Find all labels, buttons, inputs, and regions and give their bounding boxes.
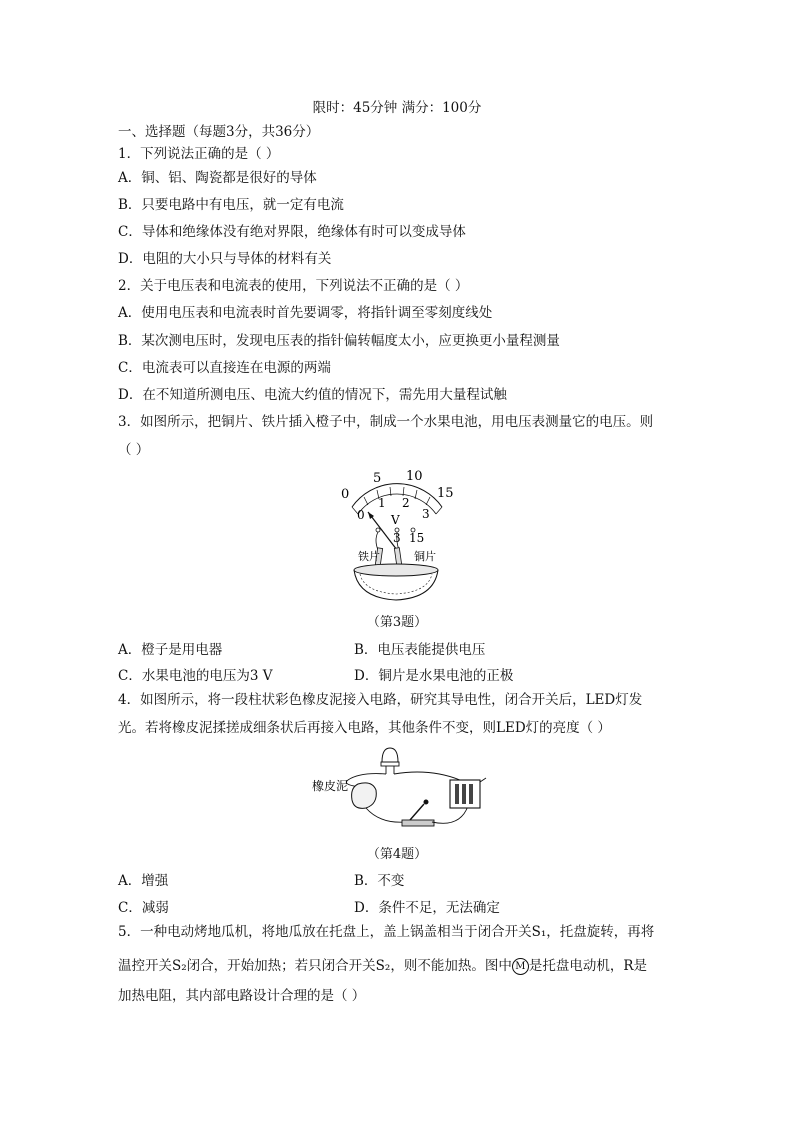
q4-option-a: A．增强 bbox=[118, 873, 169, 889]
q3-option-b: B．电压表能提供电压 bbox=[354, 642, 486, 658]
q4-option-c: C．减弱 bbox=[118, 900, 169, 916]
q4-caption: （第4题） bbox=[366, 847, 428, 862]
q3-stem-line1: 3．如图所示，把铜片、铁片插入橙子中，制成一个水果电池，用电压表测量它的电压。则 bbox=[118, 414, 654, 430]
meter-symbol: V bbox=[391, 513, 400, 527]
q1-stem: 1．下列说法正确的是（ ） bbox=[118, 146, 280, 162]
q3-option-a: A．橙子是用电器 bbox=[118, 642, 223, 658]
terminal-15: 15 bbox=[409, 531, 425, 545]
q1-option-b: B．只要电路中有电压，就一定有电流 bbox=[118, 197, 344, 213]
q4-option-d: D．条件不足，无法确定 bbox=[354, 900, 500, 916]
q3-caption: （第3题） bbox=[366, 615, 428, 630]
section-title: 一、选择题（每题3分，共36分） bbox=[118, 124, 320, 140]
motor-icon: M bbox=[512, 958, 529, 975]
scale-top-15: 15 bbox=[437, 486, 454, 501]
q2-option-a: A．使用电压表和电流表时首先要调零，将指针调至零刻度线处 bbox=[118, 305, 493, 321]
scale-bottom-3: 3 bbox=[422, 507, 430, 521]
fruit-battery-figure bbox=[330, 462, 465, 602]
q4-stem-line1: 4．如图所示，将一段柱状彩色橡皮泥接入电路，研究其导电性，闭合开关后，LED灯发 bbox=[118, 692, 643, 708]
q5-line2 bbox=[118, 956, 647, 976]
scale-bottom-0: 0 bbox=[357, 508, 365, 522]
q5-line2-text: 温控开关S₂闭合，开始加热；若只闭合开关S₂，则不能加热。图中 bbox=[118, 958, 512, 974]
q2-option-c: C．电流表可以直接连在电源的两端 bbox=[118, 360, 331, 376]
scale-top-5: 5 bbox=[373, 471, 382, 486]
q5-line2-tail: 是托盘电动机，R是 bbox=[528, 958, 647, 974]
exam-header: 限时：45分钟 满分：100分 bbox=[312, 100, 482, 116]
q2-stem: 2．关于电压表和电流表的使用，下列说法不正确的是（ ） bbox=[118, 278, 469, 294]
q4-option-b: B．不变 bbox=[354, 873, 405, 889]
q5-line1: 5．一种电动烤地瓜机，将地瓜放在托盘上，盖上锅盖相当于闭合开关S₁，托盘旋转，再将 bbox=[118, 924, 655, 940]
q3-option-c: C．水果电池的电压为3 V bbox=[118, 668, 273, 684]
scale-top-10: 10 bbox=[406, 469, 423, 484]
plasticine-label: 橡皮泥 bbox=[312, 779, 349, 793]
q1-option-a: A．铜、铝、陶瓷都是很好的导体 bbox=[118, 170, 317, 186]
led-circuit-figure bbox=[310, 744, 495, 836]
scale-top-0: 0 bbox=[341, 487, 350, 502]
q5-line3: 加热电阻，其内部电路设计合理的是（ ） bbox=[118, 988, 366, 1004]
scale-bottom-2: 2 bbox=[402, 496, 410, 510]
q3-option-d: D．铜片是水果电池的正极 bbox=[354, 668, 514, 684]
q4-stem-line2: 光。若将橡皮泥揉搓成细条状后再接入电路，其他条件不变，则LED灯的亮度（ ） bbox=[118, 720, 611, 736]
q2-option-b: B．某次测电压时，发现电压表的指针偏转幅度太小，应更换更小量程测量 bbox=[118, 333, 560, 349]
label-copper: 铜片 bbox=[414, 550, 436, 563]
scale-bottom-1: 1 bbox=[378, 496, 386, 510]
terminal-3: 3 bbox=[393, 531, 401, 545]
q2-option-d: D．在不知道所测电压、电流大约值的情况下，需先用大量程试触 bbox=[118, 387, 507, 403]
label-iron: 铁片 bbox=[358, 550, 380, 563]
q3-stem-line2: （ ） bbox=[118, 442, 150, 458]
q1-option-c: C．导体和绝缘体没有绝对界限，绝缘体有时可以变成导体 bbox=[118, 224, 466, 240]
q1-option-d: D．电阻的大小只与导体的材料有关 bbox=[118, 251, 332, 267]
